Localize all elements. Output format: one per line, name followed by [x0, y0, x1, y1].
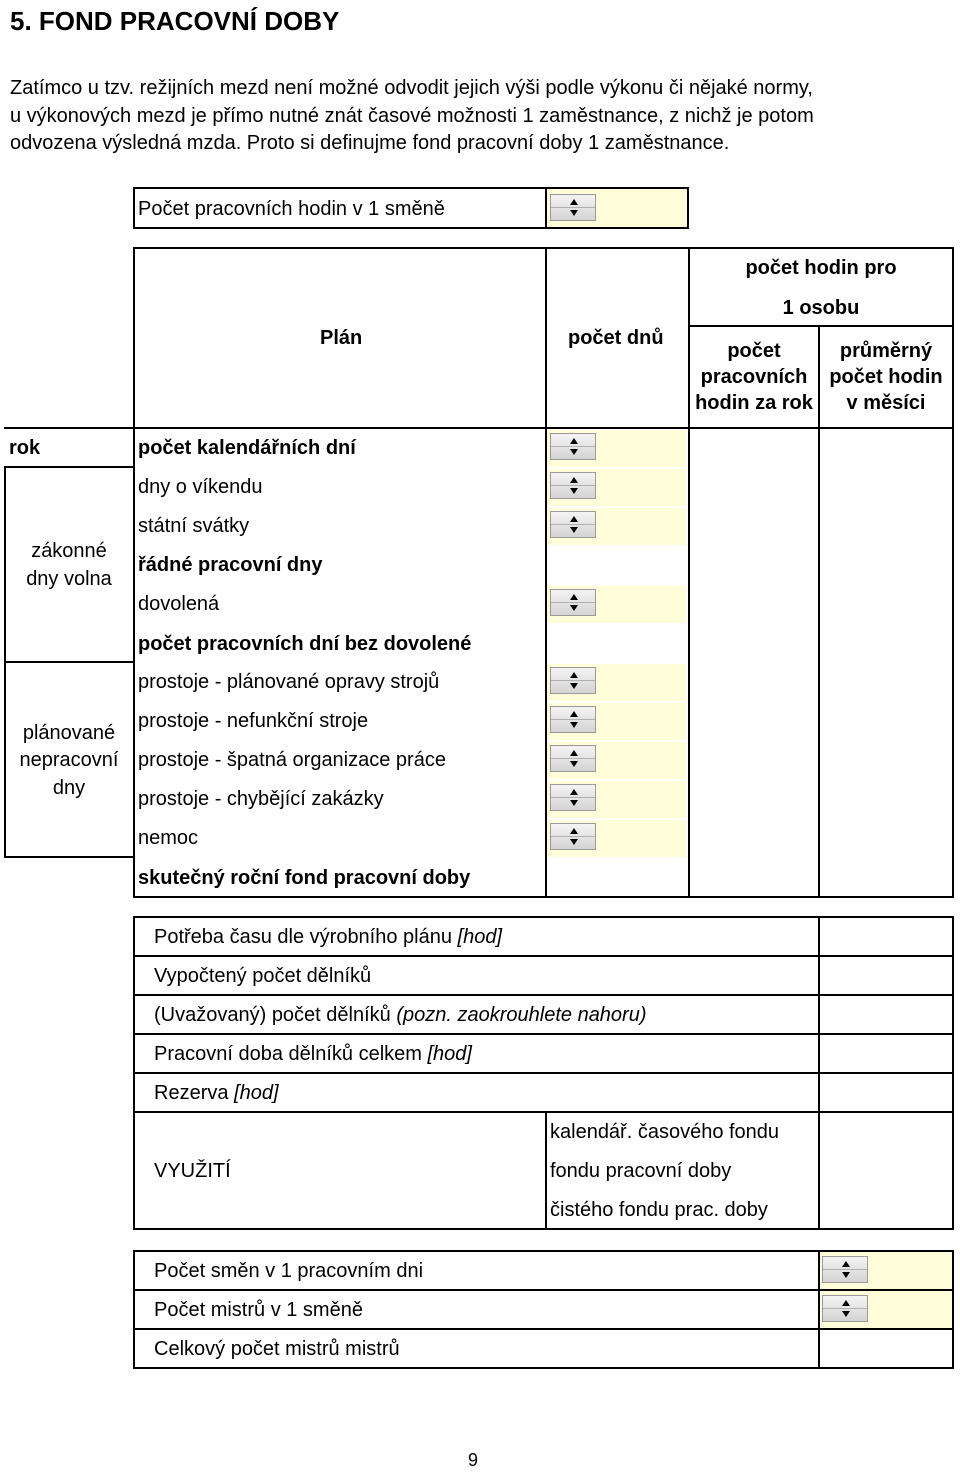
- col-plan-header: Plán: [320, 327, 363, 349]
- spinner-vacation[interactable]: [550, 589, 596, 616]
- spinner-missing-orders[interactable]: [550, 784, 596, 811]
- row-label: prostoje - špatná organizace práce: [138, 749, 446, 771]
- arrow-down-icon: [570, 839, 578, 845]
- usage-work-label: fondu pracovní doby: [550, 1160, 732, 1182]
- row-label: státní svátky: [138, 515, 250, 537]
- shifts-per-day-label: Počet směn v 1 pracovním dni: [154, 1260, 424, 1282]
- arrow-up-icon: [570, 828, 578, 834]
- page-number: 9: [468, 1450, 479, 1470]
- arrow-up-icon: [570, 750, 578, 756]
- total-masters-label: Celkový počet mistrů mistrů: [154, 1338, 400, 1360]
- arrow-up-icon: [842, 1261, 850, 1267]
- arrow-up-icon: [570, 672, 578, 678]
- row-label: počet pracovních dní bez dovolené: [138, 633, 472, 655]
- col-annual-hours-l1: počet: [727, 340, 781, 362]
- spinner-calendar-days[interactable]: [550, 433, 596, 460]
- row-label: počet kalendářních dní: [138, 437, 356, 459]
- need-time-label: Potřeba času dle výrobního plánu [hod]: [154, 926, 503, 948]
- row-label: skutečný roční fond pracovní doby: [138, 867, 471, 889]
- hours-per-shift-label: Počet pracovních hodin v 1 směně: [138, 198, 445, 220]
- arrow-up-icon: [570, 711, 578, 717]
- worktime-label: Pracovní doba dělníků celkem [hod]: [154, 1043, 472, 1065]
- intro-line-1: Zatímco u tzv. režijních mezd není možné odvodit jejich výši podle výkonu či nějaké normy,: [10, 77, 813, 99]
- unit-label: [hod]: [457, 926, 503, 948]
- usage-label: VYUŽITÍ: [154, 1160, 231, 1182]
- spinner-sickness[interactable]: [550, 823, 596, 850]
- arrow-down-icon: [842, 1272, 850, 1278]
- spinner-broken-machines[interactable]: [550, 706, 596, 733]
- col-monthly-avg-l2: počet hodin: [829, 366, 943, 388]
- row-label: prostoje - chybějící zakázky: [138, 788, 384, 810]
- hours-per-shift-spinner[interactable]: [550, 194, 596, 221]
- spinner-masters-per-shift[interactable]: [822, 1295, 868, 1322]
- masters-per-shift-label: Počet mistrů v 1 směně: [154, 1299, 363, 1321]
- row-label: nemoc: [138, 827, 199, 849]
- col-annual-hours-l3: hodin za rok: [695, 392, 813, 414]
- col-monthly-avg-l3: v měsíci: [846, 392, 926, 414]
- arrow-up-icon: [570, 789, 578, 795]
- intro-line-3: odvozena výsledná mzda. Proto si definujme fond pracovní doby 1 zaměstnance.: [10, 132, 730, 154]
- usage-calendar-label: kalendář. časového fondu: [550, 1121, 780, 1143]
- spinner-weekend-days[interactable]: [550, 472, 596, 499]
- col-monthly-avg-l1: průměrný: [839, 340, 933, 362]
- usage-net-label: čistého fondu prac. doby: [550, 1199, 768, 1221]
- page-title: 5. FOND PRACOVNÍ DOBY: [10, 6, 340, 36]
- group-planned-l1: plánované: [22, 722, 116, 744]
- arrow-down-icon: [842, 1311, 850, 1317]
- arrow-up-icon: [842, 1300, 850, 1306]
- group-legal-l1: zákonné: [31, 540, 107, 562]
- group-planned-l2: nepracovní: [19, 749, 119, 771]
- arrow-down-icon: [570, 449, 578, 455]
- arrow-down-icon: [570, 605, 578, 611]
- arrow-down-icon: [570, 488, 578, 494]
- arrow-up-icon: [570, 199, 578, 205]
- workers-calc-label: Vypočtený počet dělníků: [154, 965, 372, 987]
- unit-label: [hod]: [427, 1043, 472, 1065]
- arrow-down-icon: [570, 527, 578, 533]
- arrow-down-icon: [570, 800, 578, 806]
- arrow-down-icon: [570, 722, 578, 728]
- group-planned-l3: dny: [52, 777, 86, 799]
- row-label: dovolená: [138, 593, 220, 615]
- spinner-shifts-per-day[interactable]: [822, 1256, 868, 1283]
- spinner-holidays[interactable]: [550, 511, 596, 538]
- arrow-down-icon: [570, 761, 578, 767]
- arrow-down-icon: [570, 210, 578, 216]
- arrow-up-icon: [570, 438, 578, 444]
- col-annual-hours-l2: pracovních: [700, 366, 808, 388]
- spinner-bad-organization[interactable]: [550, 745, 596, 772]
- arrow-up-icon: [570, 477, 578, 483]
- arrow-up-icon: [570, 594, 578, 600]
- col-hours-for-header: počet hodin pro: [745, 257, 897, 279]
- row-label: prostoje - nefunkční stroje: [138, 710, 369, 732]
- row-label: řádné pracovní dny: [138, 554, 323, 576]
- group-year: rok: [9, 437, 41, 459]
- col-days-header: počet dnů: [568, 327, 664, 349]
- workers-considered-label: (Uvažovaný) počet dělníků (pozn. zaokrouhlete nahoru): [154, 1004, 647, 1026]
- arrow-up-icon: [570, 516, 578, 522]
- spinner-planned-repairs[interactable]: [550, 667, 596, 694]
- col-one-person-header: 1 osobu: [782, 297, 860, 319]
- row-label: prostoje - plánované opravy strojů: [138, 671, 440, 693]
- unit-label: [hod]: [234, 1082, 279, 1104]
- intro-line-2: u výkonových mezd je přímo nutné znát časové možnosti 1 zaměstnance, z nichž je potom: [10, 105, 814, 127]
- reserve-label: Rezerva [hod]: [154, 1082, 279, 1104]
- arrow-down-icon: [570, 683, 578, 689]
- note-label: (pozn. zaokrouhlete nahoru): [396, 1004, 647, 1026]
- row-label: dny o víkendu: [138, 476, 263, 498]
- group-legal-l2: dny volna: [26, 568, 112, 590]
